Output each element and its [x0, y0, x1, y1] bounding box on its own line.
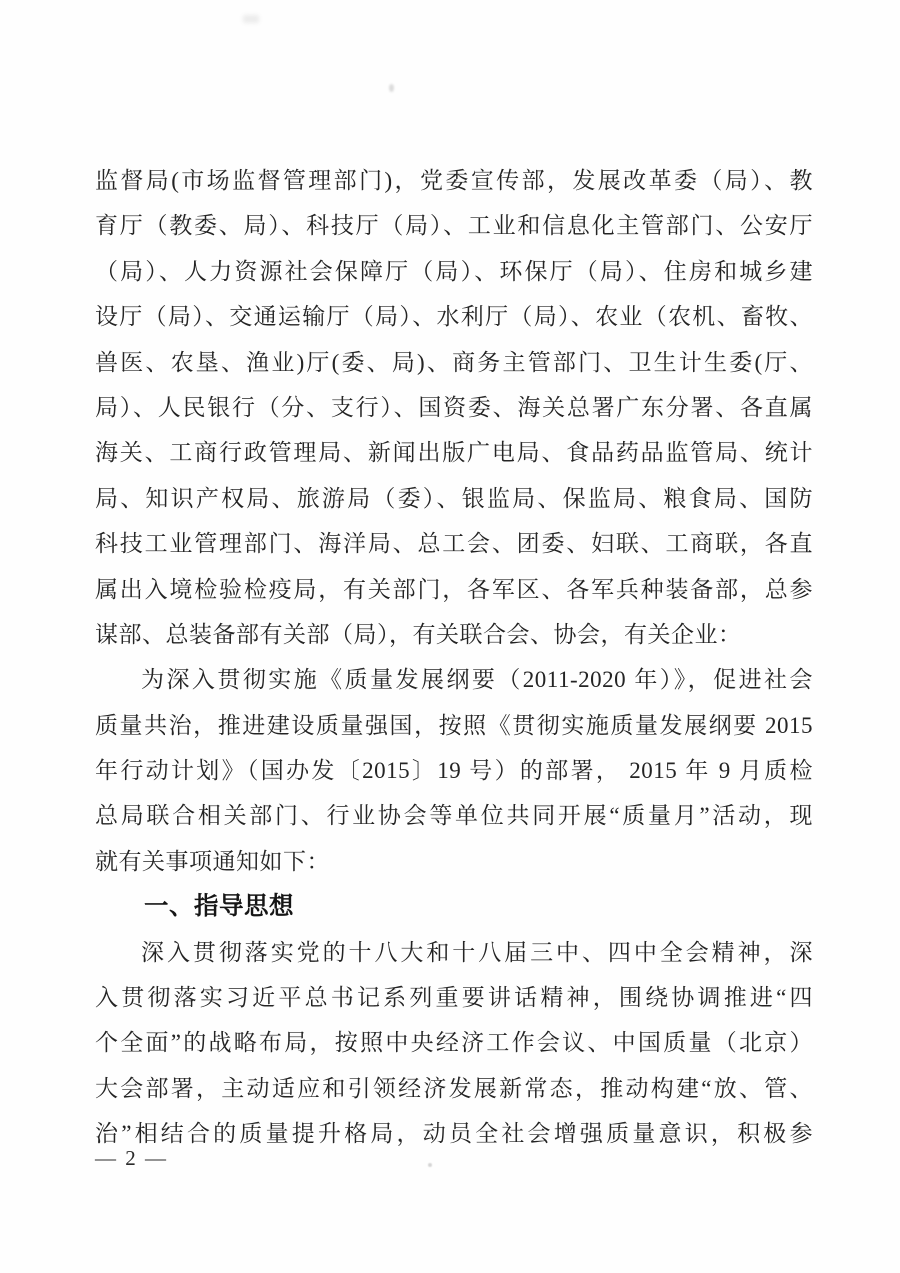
recipient-list-line: 局、知识产权局、旅游局（委）、银监局、保监局、粮食局、国防: [95, 485, 813, 511]
scan-artifact: [428, 1163, 432, 1167]
recipient-list-line: 育厅（教委、局）、科技厅（局）、工业和信息化主管部门、公安厅: [95, 213, 813, 239]
page-number: — 2 —: [95, 1146, 168, 1170]
recipient-list-line: 局）、人民银行（分、支行）、国资委、海关总署广东分署、各直属: [95, 394, 813, 420]
recipient-list-line: 科技工业管理部门、海洋局、总工会、团委、妇联、工商联，各直: [95, 531, 813, 557]
section-heading: 一、指导思想: [144, 893, 294, 921]
recipient-list-line: 监督局(市场监督管理部门)，党委宣传部，发展改革委（局）、教: [95, 168, 813, 193]
body-paragraph-line: 深入贯彻落实党的十八大和十八届三中、四中全会精神，深: [141, 939, 813, 965]
recipient-list-line: 兽医、农垦、渔业)厅(委、局)、商务主管部门、卫生计生委(厅、: [95, 349, 813, 375]
intro-paragraph-line: 为深入贯彻实施《质量发展纲要（2011-2020 年）》，促进社会: [141, 667, 813, 693]
recipient-list-line: 属出入境检验检疫局，有关部门，各军区、各军兵种装备部，总参: [95, 576, 813, 602]
intro-paragraph-line: 就有关事项通知如下：: [95, 848, 330, 874]
recipient-list-line: 设厅（局）、交通运输厅（局）、水利厅（局）、农业（农机、畜牧、: [95, 304, 813, 330]
body-paragraph-line: 入贯彻落实习近平总书记系列重要讲话精神，围绕协调推进“四: [95, 985, 813, 1011]
recipient-list-line: 海关、工商行政管理局、新闻出版广电局、食品药品监管局、统计: [95, 440, 813, 466]
intro-paragraph-line: 年行动计划》（国办发〔2015〕19 号）的部署， 2015 年 9 月质检: [95, 758, 813, 784]
intro-paragraph-line: 质量共治，推进建设质量强国，按照《贯彻实施质量发展纲要 2015: [95, 712, 813, 738]
body-paragraph-line: 个全面”的战略布局，按照中央经济工作会议、中国质量（北京）: [95, 1030, 813, 1056]
intro-paragraph-line: 总局联合相关部门、行业协会等单位共同开展“质量月”活动，现: [95, 803, 813, 829]
document-body: [95, 158, 813, 1157]
body-paragraph-line: 大会部署，主动适应和引领经济发展新常态，推动构建“放、管、: [95, 1075, 813, 1101]
recipient-list-line: 谋部、总装备部有关部（局），有关联合会、协会，有关企业：: [95, 621, 742, 647]
body-paragraph-line: 治”相结合的质量提升格局，动员全社会增强质量意识，积极参: [95, 1121, 813, 1147]
recipient-list-line: （局）、人力资源社会保障厅（局）、环保厅（局）、住房和城乡建: [95, 258, 813, 284]
scan-artifact: [243, 15, 259, 23]
scan-artifact: [389, 84, 394, 92]
